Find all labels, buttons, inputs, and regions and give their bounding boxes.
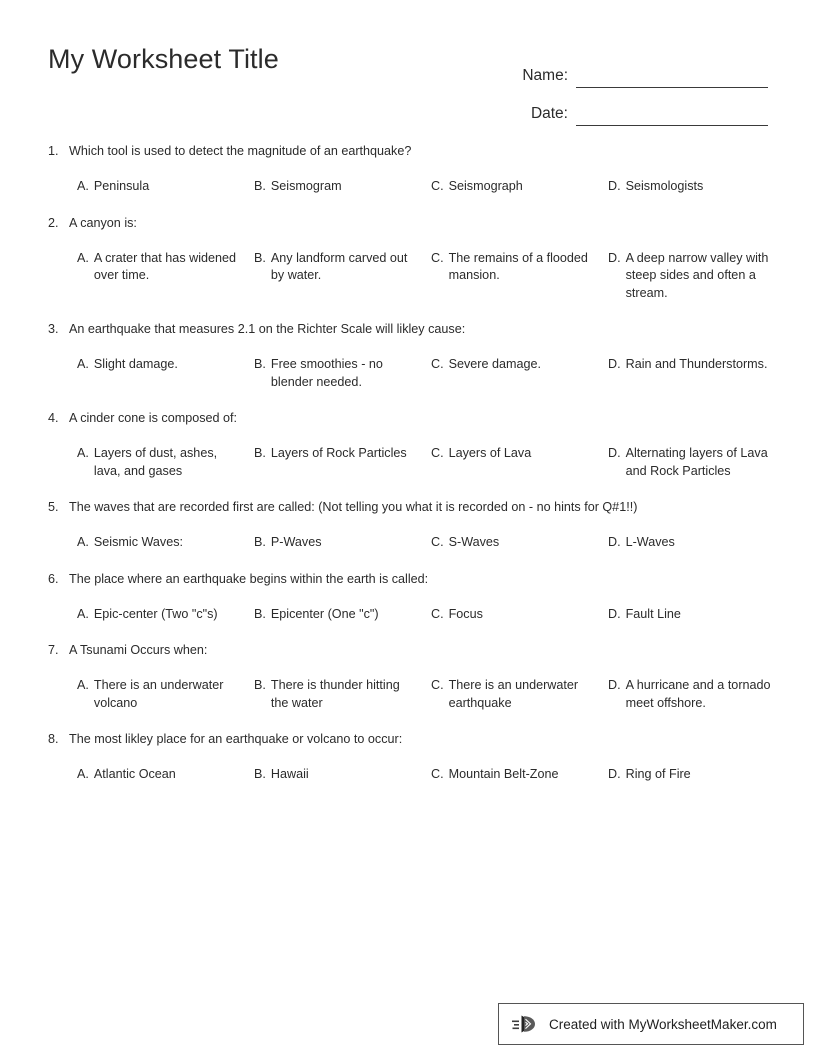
question-stem [48,215,770,232]
option-letter: D. [608,535,621,549]
option-text: Fault Line [625,606,681,621]
answer-options [48,677,770,712]
option-letter: C. [431,179,444,193]
question-number: 1. [48,144,59,158]
answer-option[interactable] [431,445,608,480]
question-number: 8. [48,732,59,746]
option-letter: A. [77,535,89,549]
option-text: Free smoothies - no blender needed. [270,357,383,389]
option-letter: A. [77,179,89,193]
answer-option[interactable] [431,534,608,552]
answer-option[interactable] [77,178,254,196]
option-letter: B. [254,357,266,371]
option-text: Seismologists [625,179,704,193]
question-stem [48,143,770,160]
option-text: There is thunder hitting the water [270,678,400,710]
answer-option[interactable] [431,766,608,784]
option-letter: C. [431,767,444,781]
name-write-in-line[interactable] [576,65,768,88]
option-text: Peninsula [93,179,150,193]
option-letter: D. [608,357,621,371]
page-title: My Worksheet Title [48,44,279,74]
question-text: The waves that are recorded first are called: (Not telling you what it is recorded on - no hints for Q#1!!) [69,500,638,514]
option-text: Epic-center (Two "c"s) [93,606,218,621]
answer-option[interactable] [608,677,785,712]
answer-option[interactable] [254,677,431,712]
option-text: Layers of Rock Particles [270,446,407,460]
question-item [48,143,770,196]
option-letter: C. [431,678,444,692]
option-text: Layers of dust, ashes, lava, and gases [93,446,218,478]
question-list [48,143,770,803]
option-letter: C. [431,535,444,549]
answer-option[interactable] [77,445,254,480]
option-text: There is an underwater volcano [93,678,224,710]
option-letter: D. [608,606,621,621]
option-letter: C. [431,446,444,460]
answer-option[interactable] [254,445,431,480]
option-text: Rain and Thunderstorms. [625,357,768,371]
answer-options [48,356,770,391]
option-text: Any landform carved out by water. [270,250,408,282]
option-letter: D. [608,179,621,193]
option-letter: B. [254,606,266,621]
question-item [48,410,770,480]
option-text: Alternating layers of Lava and Rock Particles [625,446,768,478]
question-item [48,571,770,624]
question-stem [48,410,770,427]
option-text: The remains of a flooded mansion. [448,250,588,282]
option-text: Mountain Belt-Zone [448,767,559,781]
answer-option[interactable] [77,677,254,712]
answer-option[interactable] [77,534,254,552]
date-label: Date: [530,105,568,122]
option-letter: A. [77,606,89,621]
answer-options [48,534,770,552]
question-text: The place where an earthquake begins within the earth is called: [69,571,429,586]
option-text: A hurricane and a tornado meet offshore. [625,678,771,710]
question-number: 6. [48,571,59,586]
question-stem [48,571,770,588]
answer-options [48,445,770,480]
question-item [48,499,770,552]
question-text: A Tsunami Occurs when: [69,643,208,657]
option-letter: C. [431,357,444,371]
option-text: There is an underwater earthquake [448,678,579,710]
answer-option[interactable] [77,766,254,784]
answer-options [48,178,770,196]
answer-option[interactable] [608,356,785,391]
option-text: Seismograph [448,179,523,193]
option-letter: D. [608,678,621,692]
question-text: A canyon is: [69,215,137,230]
answer-option[interactable] [608,445,785,480]
option-letter: C. [431,250,444,265]
answer-option[interactable] [254,356,431,391]
question-item [48,642,770,712]
flag-pennant-icon [511,1011,545,1037]
date-field-row [498,88,768,126]
student-info-fields [498,50,768,126]
worksheet-header [48,44,768,124]
name-label: Name: [522,67,568,84]
answer-option[interactable] [608,534,785,552]
option-text: Atlantic Ocean [93,767,176,781]
answer-option[interactable] [77,250,254,303]
option-text: Epicenter (One "c") [270,606,379,621]
question-number: 3. [48,322,59,336]
option-text: A deep narrow valley with steep sides and often a stream. [625,250,769,300]
answer-option[interactable] [254,534,431,552]
option-letter: B. [254,678,266,692]
option-letter: B. [254,250,266,265]
created-with-badge[interactable] [498,1003,804,1045]
question-number: 7. [48,643,59,657]
question-stem [48,499,770,516]
option-text: Ring of Fire [625,767,691,781]
question-text: An earthquake that measures 2.1 on the Richter Scale will likley cause: [69,322,466,336]
answer-option[interactable] [254,178,431,196]
answer-options [48,606,770,624]
answer-option[interactable] [254,766,431,784]
question-text: The most likley place for an earthquake or volcano to occur: [69,732,403,746]
option-letter: D. [608,446,621,460]
answer-option[interactable] [431,677,608,712]
question-number: 5. [48,500,59,514]
date-write-in-line[interactable] [576,103,768,126]
answer-options [48,766,770,784]
option-text: Severe damage. [448,357,542,371]
answer-option[interactable] [431,178,608,196]
question-text: A cinder cone is composed of: [69,411,238,425]
option-text: Slight damage. [93,357,178,371]
option-text: P-Waves [270,535,322,549]
option-letter: D. [608,250,621,265]
option-text: L-Waves [625,535,675,549]
answer-option[interactable] [77,606,254,624]
option-letter: C. [431,606,444,621]
option-letter: B. [254,179,266,193]
option-letter: A. [77,250,89,265]
answer-option[interactable] [608,178,785,196]
option-letter: A. [77,767,89,781]
question-stem [48,642,770,659]
question-stem [48,731,770,748]
option-letter: A. [77,446,89,460]
answer-option[interactable] [431,250,608,303]
answer-option[interactable] [608,606,785,624]
question-number: 4. [48,411,59,425]
option-letter: B. [254,446,266,460]
question-number: 2. [48,215,59,230]
answer-option[interactable] [431,606,608,624]
option-text: Focus [448,606,483,621]
answer-option[interactable] [431,356,608,391]
question-item [48,215,770,303]
name-field-row [498,50,768,88]
option-text: A crater that has widened over time. [93,250,237,282]
answer-option[interactable] [608,250,785,303]
option-text: S-Waves [448,535,500,549]
answer-option[interactable] [254,250,431,303]
badge-label: Created with MyWorksheetMaker.com [549,1016,777,1032]
option-text: Seismogram [270,179,342,193]
answer-option[interactable] [77,356,254,391]
option-letter: B. [254,535,266,549]
option-text: Hawaii [270,767,309,781]
option-letter: B. [254,767,266,781]
question-item [48,321,770,391]
question-stem [48,321,770,338]
option-text: Seismic Waves: [93,535,184,549]
option-letter: A. [77,357,89,371]
option-letter: D. [608,767,621,781]
answer-option[interactable] [608,766,785,784]
option-text: Layers of Lava [448,446,532,460]
question-text: Which tool is used to detect the magnitude of an earthquake? [69,144,412,158]
answer-option[interactable] [254,606,431,624]
question-item [48,731,770,784]
answer-options [48,250,770,303]
option-letter: A. [77,678,89,692]
